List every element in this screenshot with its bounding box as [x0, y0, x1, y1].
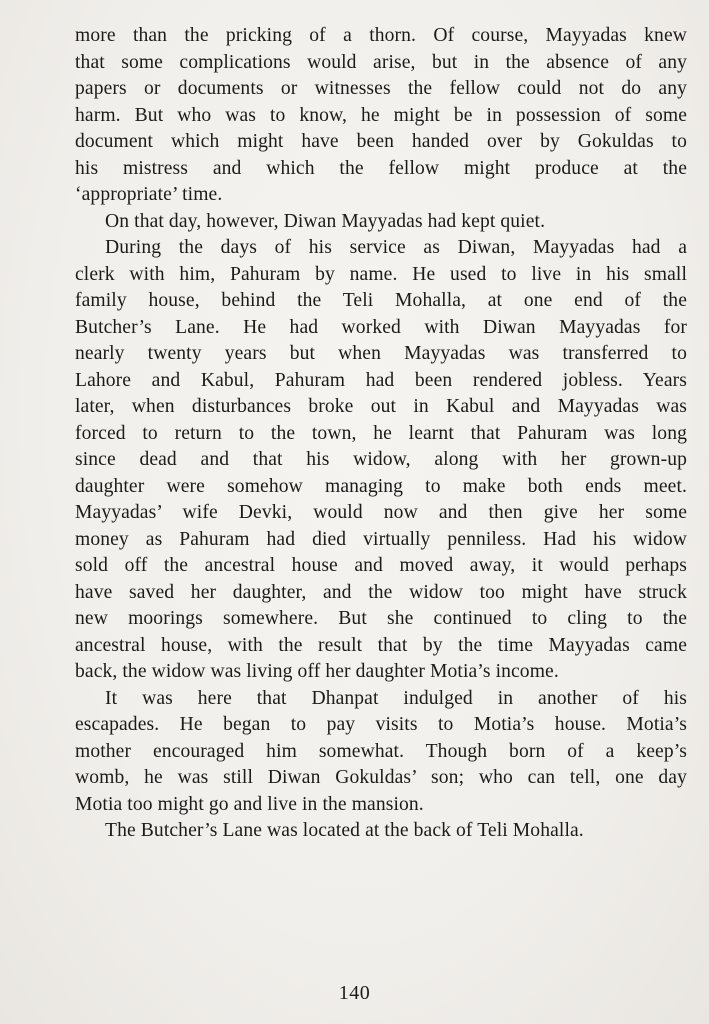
- text-line: harm. But who was to know, he might be in possession of some: [75, 104, 687, 126]
- text-line: Motia too might go and live in the mansion.: [75, 793, 424, 815]
- body-text: [75, 23, 687, 845]
- page-number: 140: [338, 982, 371, 1004]
- text-line: more than the pricking of a thorn. Of course, Mayyadas knew: [75, 25, 687, 46]
- text-line: back, the widow was living off her daughter Motia’s income.: [75, 661, 559, 682]
- text-line: document which might have been handed over by Gokuldas to: [75, 131, 687, 152]
- text-line: ancestral house, with the result that by the time Mayyadas came: [75, 634, 687, 656]
- text-line: Mayyadas’ wife Devki, would now and then give her some: [75, 502, 687, 523]
- text-line: have saved her daughter, and the widow too might have struck: [75, 581, 687, 603]
- text-line: escapades. He began to pay visits to Motia’s house. Motia’s: [75, 714, 687, 735]
- text-line: Butcher’s Lane. He had worked with Diwan Mayyadas for: [75, 316, 687, 338]
- text-line: The Butcher’s Lane was located at the back of Teli Mohalla.: [105, 820, 584, 841]
- text-line: On that day, however, Diwan Mayyadas had kept quiet.: [105, 210, 546, 232]
- text-line: daughter were somehow managing to make both ends meet.: [75, 475, 687, 497]
- text-line: new moorings somewhere. But she continued to cling to the: [75, 608, 687, 629]
- text-line: ‘appropriate’ time.: [75, 184, 223, 205]
- text-line: that some complications would arise, but in the absence of any: [75, 51, 687, 73]
- text-line: sold off the ancestral house and moved away, it would perhaps: [75, 555, 687, 576]
- text-line: forced to return to the town, he learnt that Pahuram was long: [75, 422, 687, 444]
- text-line: family house, behind the Teli Mohalla, at one end of the: [75, 290, 687, 311]
- text-line: later, when disturbances broke out in Kabul and Mayyadas was: [75, 396, 687, 417]
- text-line: It was here that Dhanpat indulged in another of his: [105, 687, 687, 709]
- text-line: mother encouraged him somewhat. Though born of a keep’s: [75, 740, 687, 762]
- text-line: Lahore and Kabul, Pahuram had been rendered jobless. Years: [75, 369, 687, 391]
- text-line: nearly twenty years but when Mayyadas was transferred to: [75, 343, 687, 364]
- text-line: clerk with him, Pahuram by name. He used to live in his small: [75, 263, 687, 285]
- text-line: papers or documents or witnesses the fellow could not do any: [75, 78, 687, 99]
- text-line: womb, he was still Diwan Gokuldas’ son; who can tell, one day: [75, 767, 687, 788]
- text-line: money as Pahuram had died virtually penniless. Had his widow: [75, 528, 687, 550]
- text-line: During the days of his service as Diwan, Mayyadas had a: [105, 237, 687, 258]
- text-line: since dead and that his widow, along with her grown-up: [75, 449, 687, 470]
- text-line: his mistress and which the fellow might produce at the: [75, 157, 687, 179]
